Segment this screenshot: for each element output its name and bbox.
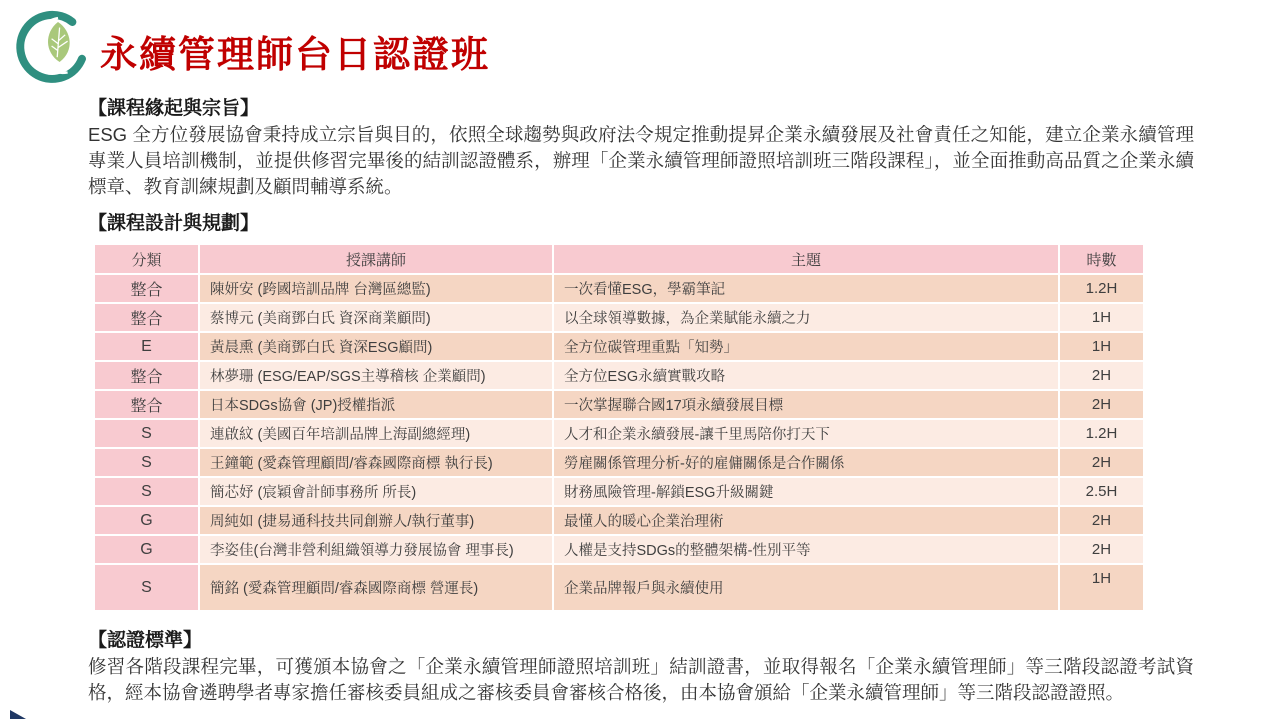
lecturer-cell: 日本SDGs協會 (JP)授權指派 [200,391,552,418]
hours-cell: 2H [1060,536,1143,563]
topic-cell: 一次看懂ESG，學霸筆記 [554,275,1058,302]
hours-cell: 1H [1060,565,1143,610]
table-row [95,536,1143,563]
table-row [95,420,1143,447]
hours-cell: 2H [1060,362,1143,389]
category-cell: S [95,420,198,447]
hours-cell: 2H [1060,507,1143,534]
topic-cell: 以全球領導數據，為企業賦能永續之力 [554,304,1058,331]
category-cell: E [95,333,198,360]
column-header: 授課講師 [200,245,552,273]
lecturer-cell: 陳妍安 (跨國培訓品牌 台灣區總監) [200,275,552,302]
hours-cell: 1H [1060,333,1143,360]
hours-cell: 1.2H [1060,275,1143,302]
origin-paragraph: ESG 全方位發展協會秉持成立宗旨與目的，依照全球趨勢與政府法令規定推動提昇企業永續發展及社會責任之知能，建立企業永續管理專業人員培訓機制，並提供修習完畢後的結訓認證體系，辦理「企業永續管理師證照培訓班三階段課程」，並全面推動高品質之企業永續標章、教育訓練規劃及顧問輔導系統。 [88,124,1194,197]
category-cell: 整合 [95,275,198,302]
category-cell: 整合 [95,362,198,389]
lecturer-cell: 連啟紋 (美國百年培訓品牌上海副總經理) [200,420,552,447]
hours-cell: 2H [1060,391,1143,418]
table-row [95,478,1143,505]
column-header: 主題 [554,245,1058,273]
category-cell: S [95,565,198,610]
category-cell: 整合 [95,304,198,331]
column-header: 分類 [95,245,198,273]
category-cell: 整合 [95,391,198,418]
category-cell: S [95,478,198,505]
topic-cell: 人才和企業永續發展-讓千里馬陪你打天下 [554,420,1058,447]
content-area [88,97,1194,706]
section-heading-origin: 【課程緣起與宗旨】 [88,98,260,119]
hours-cell: 2.5H [1060,478,1143,505]
table-row [95,333,1143,360]
topic-cell: 最懂人的暖心企業治理術 [554,507,1058,534]
topic-cell: 全方位碳管理重點「知勢」 [554,333,1058,360]
hours-cell: 1.2H [1060,420,1143,447]
table-row [95,304,1143,331]
topic-cell: 企業品牌報戶與永續使用 [554,565,1058,610]
course-table-head-row [95,245,1143,273]
table-row [95,275,1143,302]
section-heading-certification: 【認證標準】 [88,630,203,651]
lecturer-cell: 簡銘 (愛森管理顧問/睿森國際商標 營運長) [200,565,552,610]
table-row [95,507,1143,534]
lecturer-cell: 黃晨熏 (美商鄧白氏 資深ESG顧問) [200,333,552,360]
lecturer-cell: 簡芯妤 (宸穎會計師事務所 所長) [200,478,552,505]
certification-paragraph: 修習各階段課程完畢，可獲頒本協會之「企業永續管理師證照培訓班」結訓證書，並取得報名「企業永續管理師」等三階段認證考試資格，經本協會遴聘學者專家擔任審核委員組成之審核委員會審核合格後，由本協會頒給「企業永續管理師」等三階段認證證照。 [88,656,1194,703]
lecturer-cell: 李姿佳(台灣非營利組織領導力發展協會 理事長) [200,536,552,563]
section-heading-design: 【課程設計與規劃】 [88,213,260,234]
table-row [95,362,1143,389]
category-cell: G [95,507,198,534]
column-header: 時數 [1060,245,1143,273]
lecturer-cell: 林夢珊 (ESG/EAP/SGS主導稽核 企業顧問) [200,362,552,389]
table-row [95,449,1143,476]
topic-cell: 一次掌握聯合國17項永續發展目標 [554,391,1058,418]
hours-cell: 1H [1060,304,1143,331]
table-row [95,565,1143,610]
category-cell: S [95,449,198,476]
topic-cell: 人權是支持SDGs的整體架構-性別平等 [554,536,1058,563]
topic-cell: 勞雇關係管理分析-好的雇傭關係是合作關係 [554,449,1058,476]
leaf-swirl-logo-icon [10,5,90,95]
category-cell: G [95,536,198,563]
lecturer-cell: 蔡博元 (美商鄧白氏 資深商業顧問) [200,304,552,331]
lecturer-cell: 周純如 (捷易通科技共同創辦人/執行董事) [200,507,552,534]
course-table [93,243,1145,612]
corner-decoration [10,710,26,719]
topic-cell: 財務風險管理-解鎖ESG升級關鍵 [554,478,1058,505]
page-title: 永續管理師台日認證班 [100,34,490,75]
topic-cell: 全方位ESG永續實戰攻略 [554,362,1058,389]
hours-cell: 2H [1060,449,1143,476]
lecturer-cell: 王鐘範 (愛森管理顧問/睿森國際商標 執行長) [200,449,552,476]
table-row [95,391,1143,418]
